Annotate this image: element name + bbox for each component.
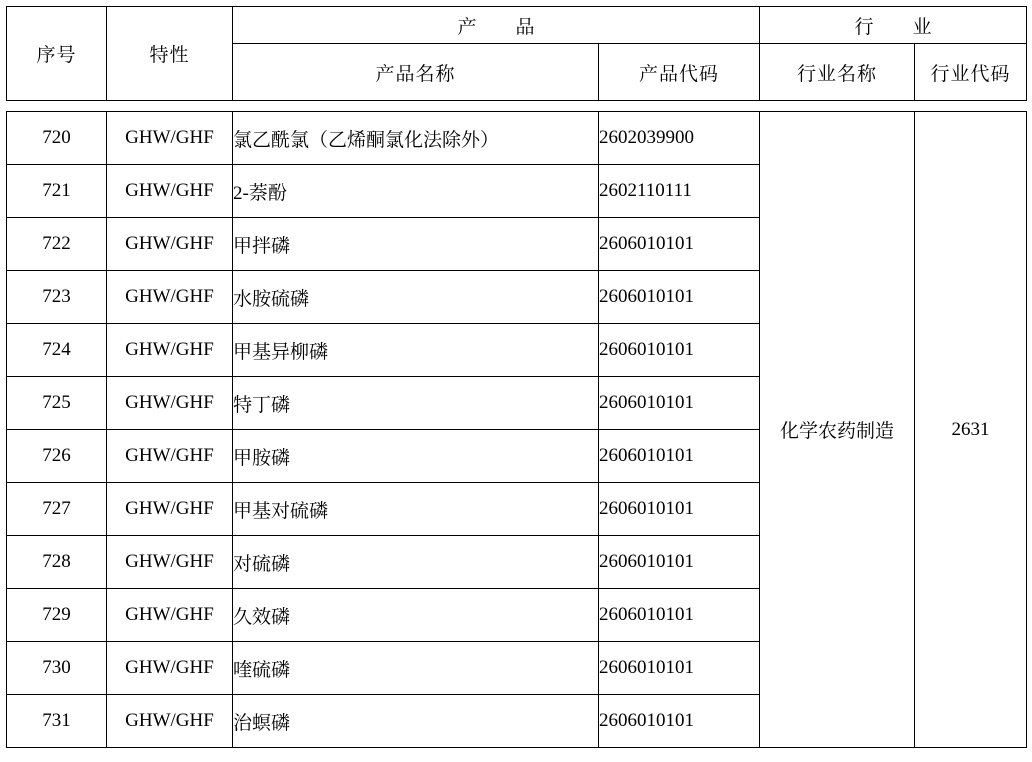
cell-seq: 725 [7, 377, 107, 430]
cell-seq: 727 [7, 483, 107, 536]
header-cell-industry-group [760, 7, 1027, 44]
cell-product-name: 氯乙酰氯（乙烯酮氯化法除外） [233, 112, 599, 165]
table-body [6, 111, 1027, 748]
cell-product-code: 2606010101 [599, 271, 760, 324]
cell-product-name: 治螟磷 [233, 695, 599, 748]
cell-product-name: 水胺硫磷 [233, 271, 599, 324]
cell-product-name: 2-萘酚 [233, 165, 599, 218]
cell-characteristic: GHW/GHF [107, 430, 233, 483]
cell-characteristic: GHW/GHF [107, 589, 233, 642]
cell-seq: 728 [7, 536, 107, 589]
cell-product-code: 2606010101 [599, 589, 760, 642]
header-cell-characteristic: 特性 [107, 7, 233, 101]
cell-product-code: 2606010101 [599, 430, 760, 483]
cell-product-code: 2606010101 [599, 377, 760, 430]
cell-seq: 730 [7, 642, 107, 695]
cell-product-name: 久效磷 [233, 589, 599, 642]
cell-characteristic: GHW/GHF [107, 642, 233, 695]
cell-product-name: 喹硫磷 [233, 642, 599, 695]
header-cell-product-code: 产品代码 [599, 44, 760, 101]
cell-product-code: 2606010101 [599, 218, 760, 271]
cell-product-name: 甲拌磷 [233, 218, 599, 271]
cell-seq: 720 [7, 112, 107, 165]
table-gap [6, 101, 1026, 111]
cell-product-code: 2606010101 [599, 324, 760, 377]
table-header [6, 6, 1027, 101]
cell-seq: 731 [7, 695, 107, 748]
cell-characteristic: GHW/GHF [107, 377, 233, 430]
cell-seq: 723 [7, 271, 107, 324]
cell-seq: 722 [7, 218, 107, 271]
cell-product-code: 2602110111 [599, 165, 760, 218]
header-cell-product-group [233, 7, 760, 44]
cell-industry-code: 2631 [915, 112, 1027, 748]
cell-characteristic: GHW/GHF [107, 695, 233, 748]
cell-product-name: 对硫磷 [233, 536, 599, 589]
cell-characteristic: GHW/GHF [107, 536, 233, 589]
cell-product-code: 2606010101 [599, 536, 760, 589]
header-cell-seq: 序号 [7, 7, 107, 101]
cell-product-name: 甲基对硫磷 [233, 483, 599, 536]
cell-seq: 729 [7, 589, 107, 642]
cell-characteristic: GHW/GHF [107, 165, 233, 218]
cell-product-name: 甲胺磷 [233, 430, 599, 483]
cell-characteristic: GHW/GHF [107, 218, 233, 271]
header-cell-industry-name: 行业名称 [760, 44, 915, 101]
cell-characteristic: GHW/GHF [107, 324, 233, 377]
cell-product-code: 2606010101 [599, 695, 760, 748]
cell-seq: 721 [7, 165, 107, 218]
header-cell-product-name: 产品名称 [233, 44, 599, 101]
table-row [7, 112, 1027, 165]
cell-product-code: 2606010101 [599, 642, 760, 695]
cell-characteristic: GHW/GHF [107, 483, 233, 536]
cell-product-name: 甲基异柳磷 [233, 324, 599, 377]
cell-characteristic: GHW/GHF [107, 112, 233, 165]
cell-seq: 724 [7, 324, 107, 377]
header-industry-group-label: 行 业 [854, 16, 942, 38]
cell-industry-name: 化学农药制造 [760, 112, 915, 748]
cell-product-code: 2602039900 [599, 112, 760, 165]
cell-seq: 726 [7, 430, 107, 483]
cell-product-code: 2606010101 [599, 483, 760, 536]
cell-characteristic: GHW/GHF [107, 271, 233, 324]
header-product-group-label: 产 品 [457, 16, 545, 38]
header-row-top [7, 7, 1027, 44]
header-cell-industry-code: 行业代码 [915, 44, 1027, 101]
cell-product-name: 特丁磷 [233, 377, 599, 430]
